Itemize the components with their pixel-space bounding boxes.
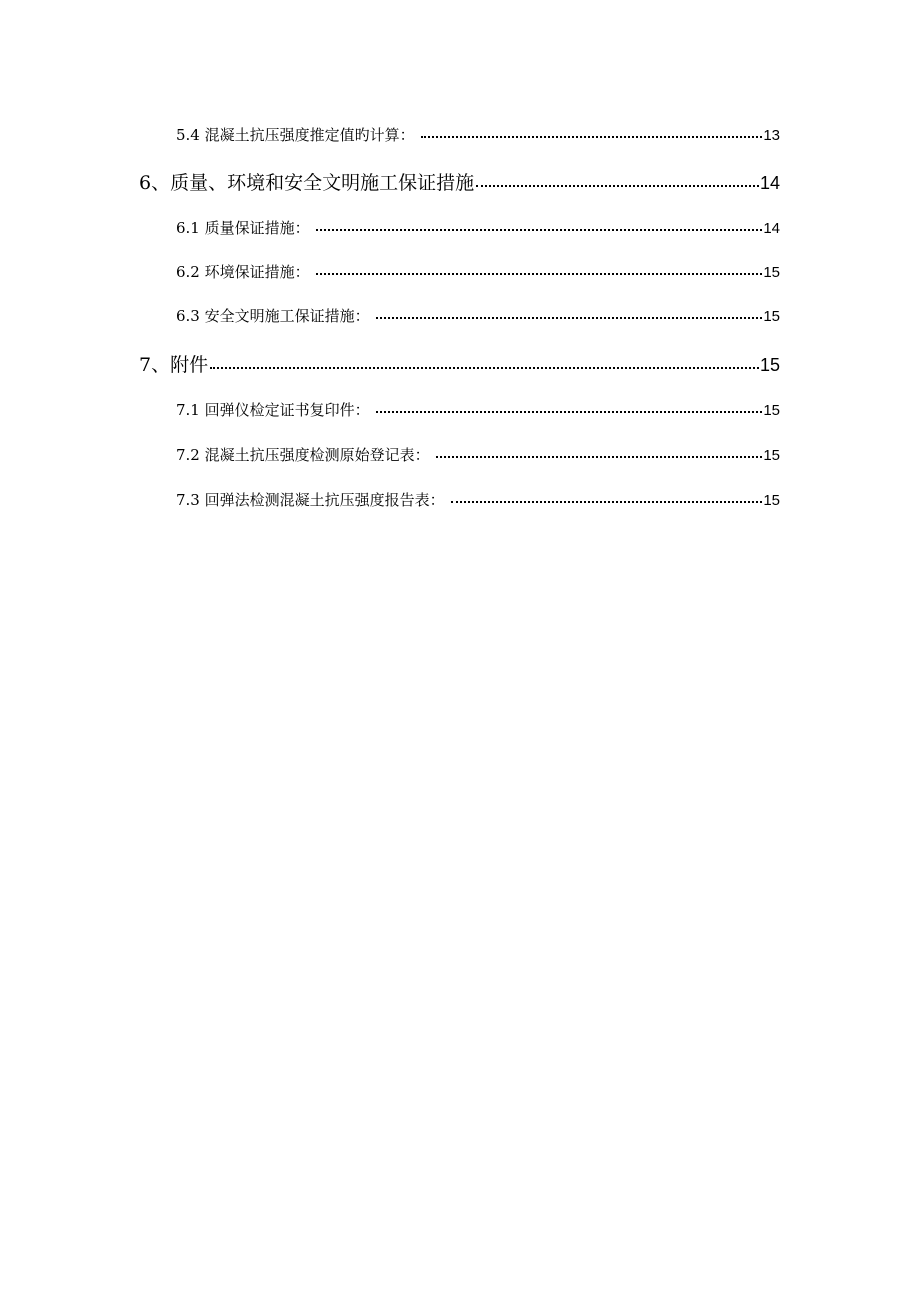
- toc-entry-title: 7、附件: [139, 354, 209, 376]
- toc-page-number: 13: [763, 127, 780, 144]
- toc-dot-leader: [421, 125, 763, 140]
- toc-dot-leader: [436, 445, 763, 460]
- toc-page-number: 15: [763, 447, 780, 464]
- toc-dot-leader: [316, 218, 763, 233]
- toc-entry-7-3[interactable]: [176, 489, 780, 511]
- toc-entry-title: 6、质量、环境和安全文明施工保证措施: [139, 172, 475, 194]
- toc-page-number: 14: [759, 173, 780, 193]
- toc-entry-title: 6.1 质量保证措施：: [176, 219, 310, 237]
- toc-page-number: 15: [763, 492, 780, 509]
- toc-dot-leader: [316, 262, 763, 277]
- toc-page-number: 15: [759, 355, 780, 375]
- toc-dot-leader: [451, 490, 763, 505]
- toc-entry-5-4[interactable]: [176, 124, 780, 146]
- toc-entry-7-1[interactable]: [176, 399, 780, 421]
- toc-entry-title: 5.4 混凝土抗压强度推定值旳计算：: [176, 126, 415, 144]
- toc-entry-7[interactable]: [139, 350, 780, 376]
- toc-entry-title: 6.3 安全文明施工保证措施：: [176, 307, 370, 325]
- toc-dot-leader: [210, 352, 759, 371]
- toc-entry-title: 7.2 混凝土抗压强度检测原始登记表：: [176, 446, 430, 464]
- toc-dot-leader: [376, 400, 763, 415]
- toc-page-number: 14: [763, 220, 780, 237]
- toc-page-number: 15: [763, 308, 780, 325]
- toc-dot-leader: [476, 170, 759, 189]
- toc-entry-title: 6.2 环境保证措施：: [176, 263, 310, 281]
- toc-entry-6[interactable]: [139, 168, 780, 194]
- toc-page-number: 15: [763, 264, 780, 281]
- toc-entry-6-1[interactable]: [176, 217, 780, 239]
- toc-entry-6-2[interactable]: [176, 261, 780, 283]
- toc-page-number: 15: [763, 402, 780, 419]
- toc-entry-6-3[interactable]: [176, 305, 780, 327]
- toc-dot-leader: [376, 306, 763, 321]
- toc-entry-title: 7.1 回弹仪检定证书复印件：: [176, 401, 370, 419]
- toc-entry-title: 7.3 回弹法检测混凝土抗压强度报告表：: [176, 491, 445, 509]
- toc-entry-7-2[interactable]: [176, 444, 780, 466]
